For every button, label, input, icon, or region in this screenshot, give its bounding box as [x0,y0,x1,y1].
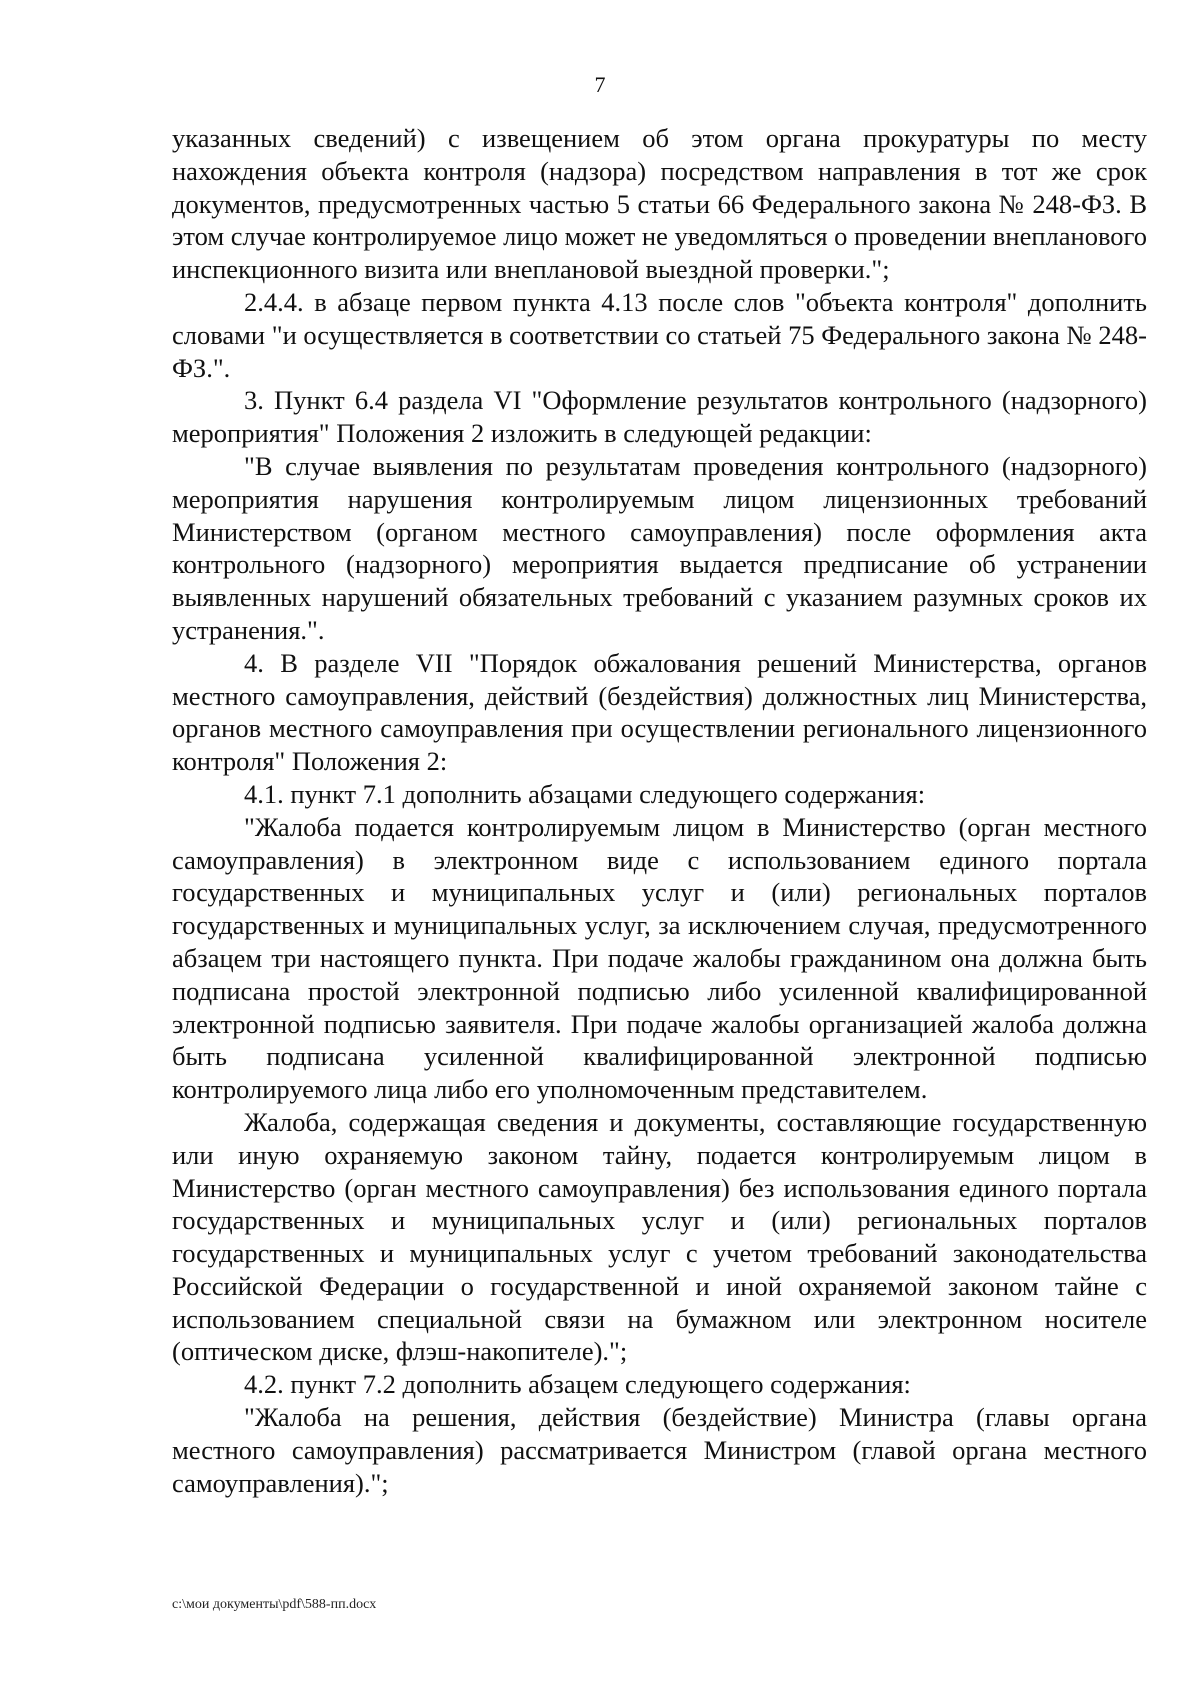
paragraph: "Жалоба на решения, действия (бездействие) Министра (главы органа местного самоуправления) рассматривается Министром (главой органа местного самоуправления)."; [172,1402,1147,1498]
paragraph: 2.4.4. в абзаце первом пункта 4.13 после слов "объекта контроля" дополнить словами "и осуществляется в соответствии со статьей 75 Федерального закона № 248-ФЗ.". [172,286,1147,383]
paragraph: 3. Пункт 6.4 раздела VI "Оформление результатов контрольного (надзорного) мероприятия" Положения 2 изложить в следующей редакции: [172,385,1147,449]
document-body [172,122,1147,1499]
paragraph: Жалоба, содержащая сведения и документы, составляющие государственную или иную охраняемую законом тайну, подается контролируемым лицом в Министерство (орган местного самоуправления) без использования единого портала государственных и муниципальных услуг и (или) региональных порталов государственных и муниципальных услуг с учетом требований законодательства Российской Федерации о государственной и иной охраняемой законом тайне с использованием специальной связи на бумажном или электронном носителе (оптическом диске, флэш-накопителе)."; [172,1106,1147,1367]
paragraph: указанных сведений) с извещением об этом органа прокуратуры по месту нахождения объекта контроля (надзора) посредством направления в тот же срок документов, предусмотренных частью 5 статьи 66 Федерального закона № 248-ФЗ. В этом случае контролируемое лицо может не уведомляться о проведении внепланового инспекционного визита или внеплановой выездной проверки."; [172,123,1148,285]
paragraph: 4. В разделе VII "Порядок обжалования решений Министерства, органов местного самоуправления, действий (бездействия) должностных лиц Министерства, органов местного самоуправления при осуществлении регионального лицензионного контроля" Положения 2: [172,647,1147,777]
paragraph: 4.1. пункт 7.1 дополнить абзацами следующего содержания: [244,778,926,809]
paragraph: 4.2. пункт 7.2 дополнить абзацем следующего содержания: [244,1369,911,1400]
footer-file-path: c:\мои документы\pdf\588-пп.docx [172,1597,377,1612]
paragraph: "В случае выявления по результатам проведения контрольного (надзорного) мероприятия нарушения контролируемым лицом лицензионных требований Министерством (органом местного самоуправления) после оформления акта контрольного (надзорного) мероприятия выдается предписание об устранении выявленных нарушений обязательных требований с указанием разумных сроков их устранения.". [172,450,1147,645]
page-number: 7 [594,72,606,97]
paragraph: "Жалоба подается контролируемым лицом в Министерство (орган местного самоуправления) в электронном виде с использованием единого портала государственных и муниципальных услуг и (или) региональных порталов государственных и муниципальных услуг, за исключением случая, предусмотренного абзацем три настоящего пункта. При подаче жалобы гражданином она должна быть подписана простой электронной подписью либо усиленной квалифицированной электронной подписью заявителя. При подаче жалобы организацией жалоба должна быть подписана усиленной квалифицированной электронной подписью контролируемого лица либо его уполномоченным представителем. [172,811,1147,1105]
